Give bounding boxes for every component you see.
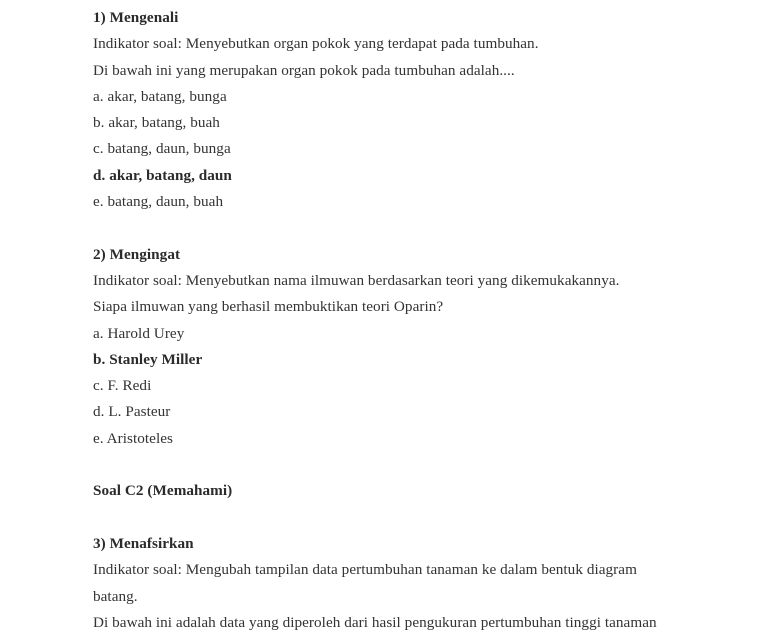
question-3-heading: 3) Menafsirkan xyxy=(93,534,194,552)
question-2-option-b-answer: b. Stanley Miller xyxy=(93,350,203,368)
question-1-option-c: c. batang, daun, bunga xyxy=(93,140,231,158)
question-2-heading: 2) Mengingat xyxy=(93,245,181,263)
question-1-option-d-answer: d. akar, batang, daun xyxy=(93,166,232,184)
question-2-option-a: a. Harold Urey xyxy=(93,324,185,342)
document-page xyxy=(93,5,733,636)
question-1-option-a: a. akar, batang, bunga xyxy=(93,87,227,105)
spacer xyxy=(93,452,733,478)
question-2-option-d: d. L. Pasteur xyxy=(93,403,171,421)
question-1-indicator: Indikator soal: Menyebutkan organ pokok yang terdapat pada tumbuhan. xyxy=(93,35,539,53)
question-3-indicator-line-2: batang. xyxy=(93,587,138,605)
question-1-option-e: e. batang, daun, buah xyxy=(93,193,224,211)
question-1-heading: 1) Mengenali xyxy=(93,9,179,26)
section-c2-heading: Soal C2 (Memahami) xyxy=(93,482,233,500)
question-2-option-e: e. Aristoteles xyxy=(93,429,173,447)
question-2-option-c: c. F. Redi xyxy=(93,377,152,395)
question-1-option-b: b. akar, batang, buah xyxy=(93,114,220,132)
spacer xyxy=(93,505,733,531)
question-3-indicator-line-1: Indikator soal: Mengubah tampilan data pertumbuhan tanaman ke dalam bentuk diagram xyxy=(93,561,637,579)
question-2-text: Siapa ilmuwan yang berhasil membuktikan teori Oparin? xyxy=(93,298,444,316)
question-2-indicator: Indikator soal: Menyebutkan nama ilmuwan berdasarkan teori yang dikemukakannya. xyxy=(93,271,620,289)
question-3-text-line-1: Di bawah ini adalah data yang diperoleh dari hasil pengukuran pertumbuhan tinggi tanaman xyxy=(93,613,657,631)
spacer xyxy=(93,215,733,241)
question-1-text: Di bawah ini yang merupakan organ pokok pada tumbuhan adalah.... xyxy=(93,61,515,79)
